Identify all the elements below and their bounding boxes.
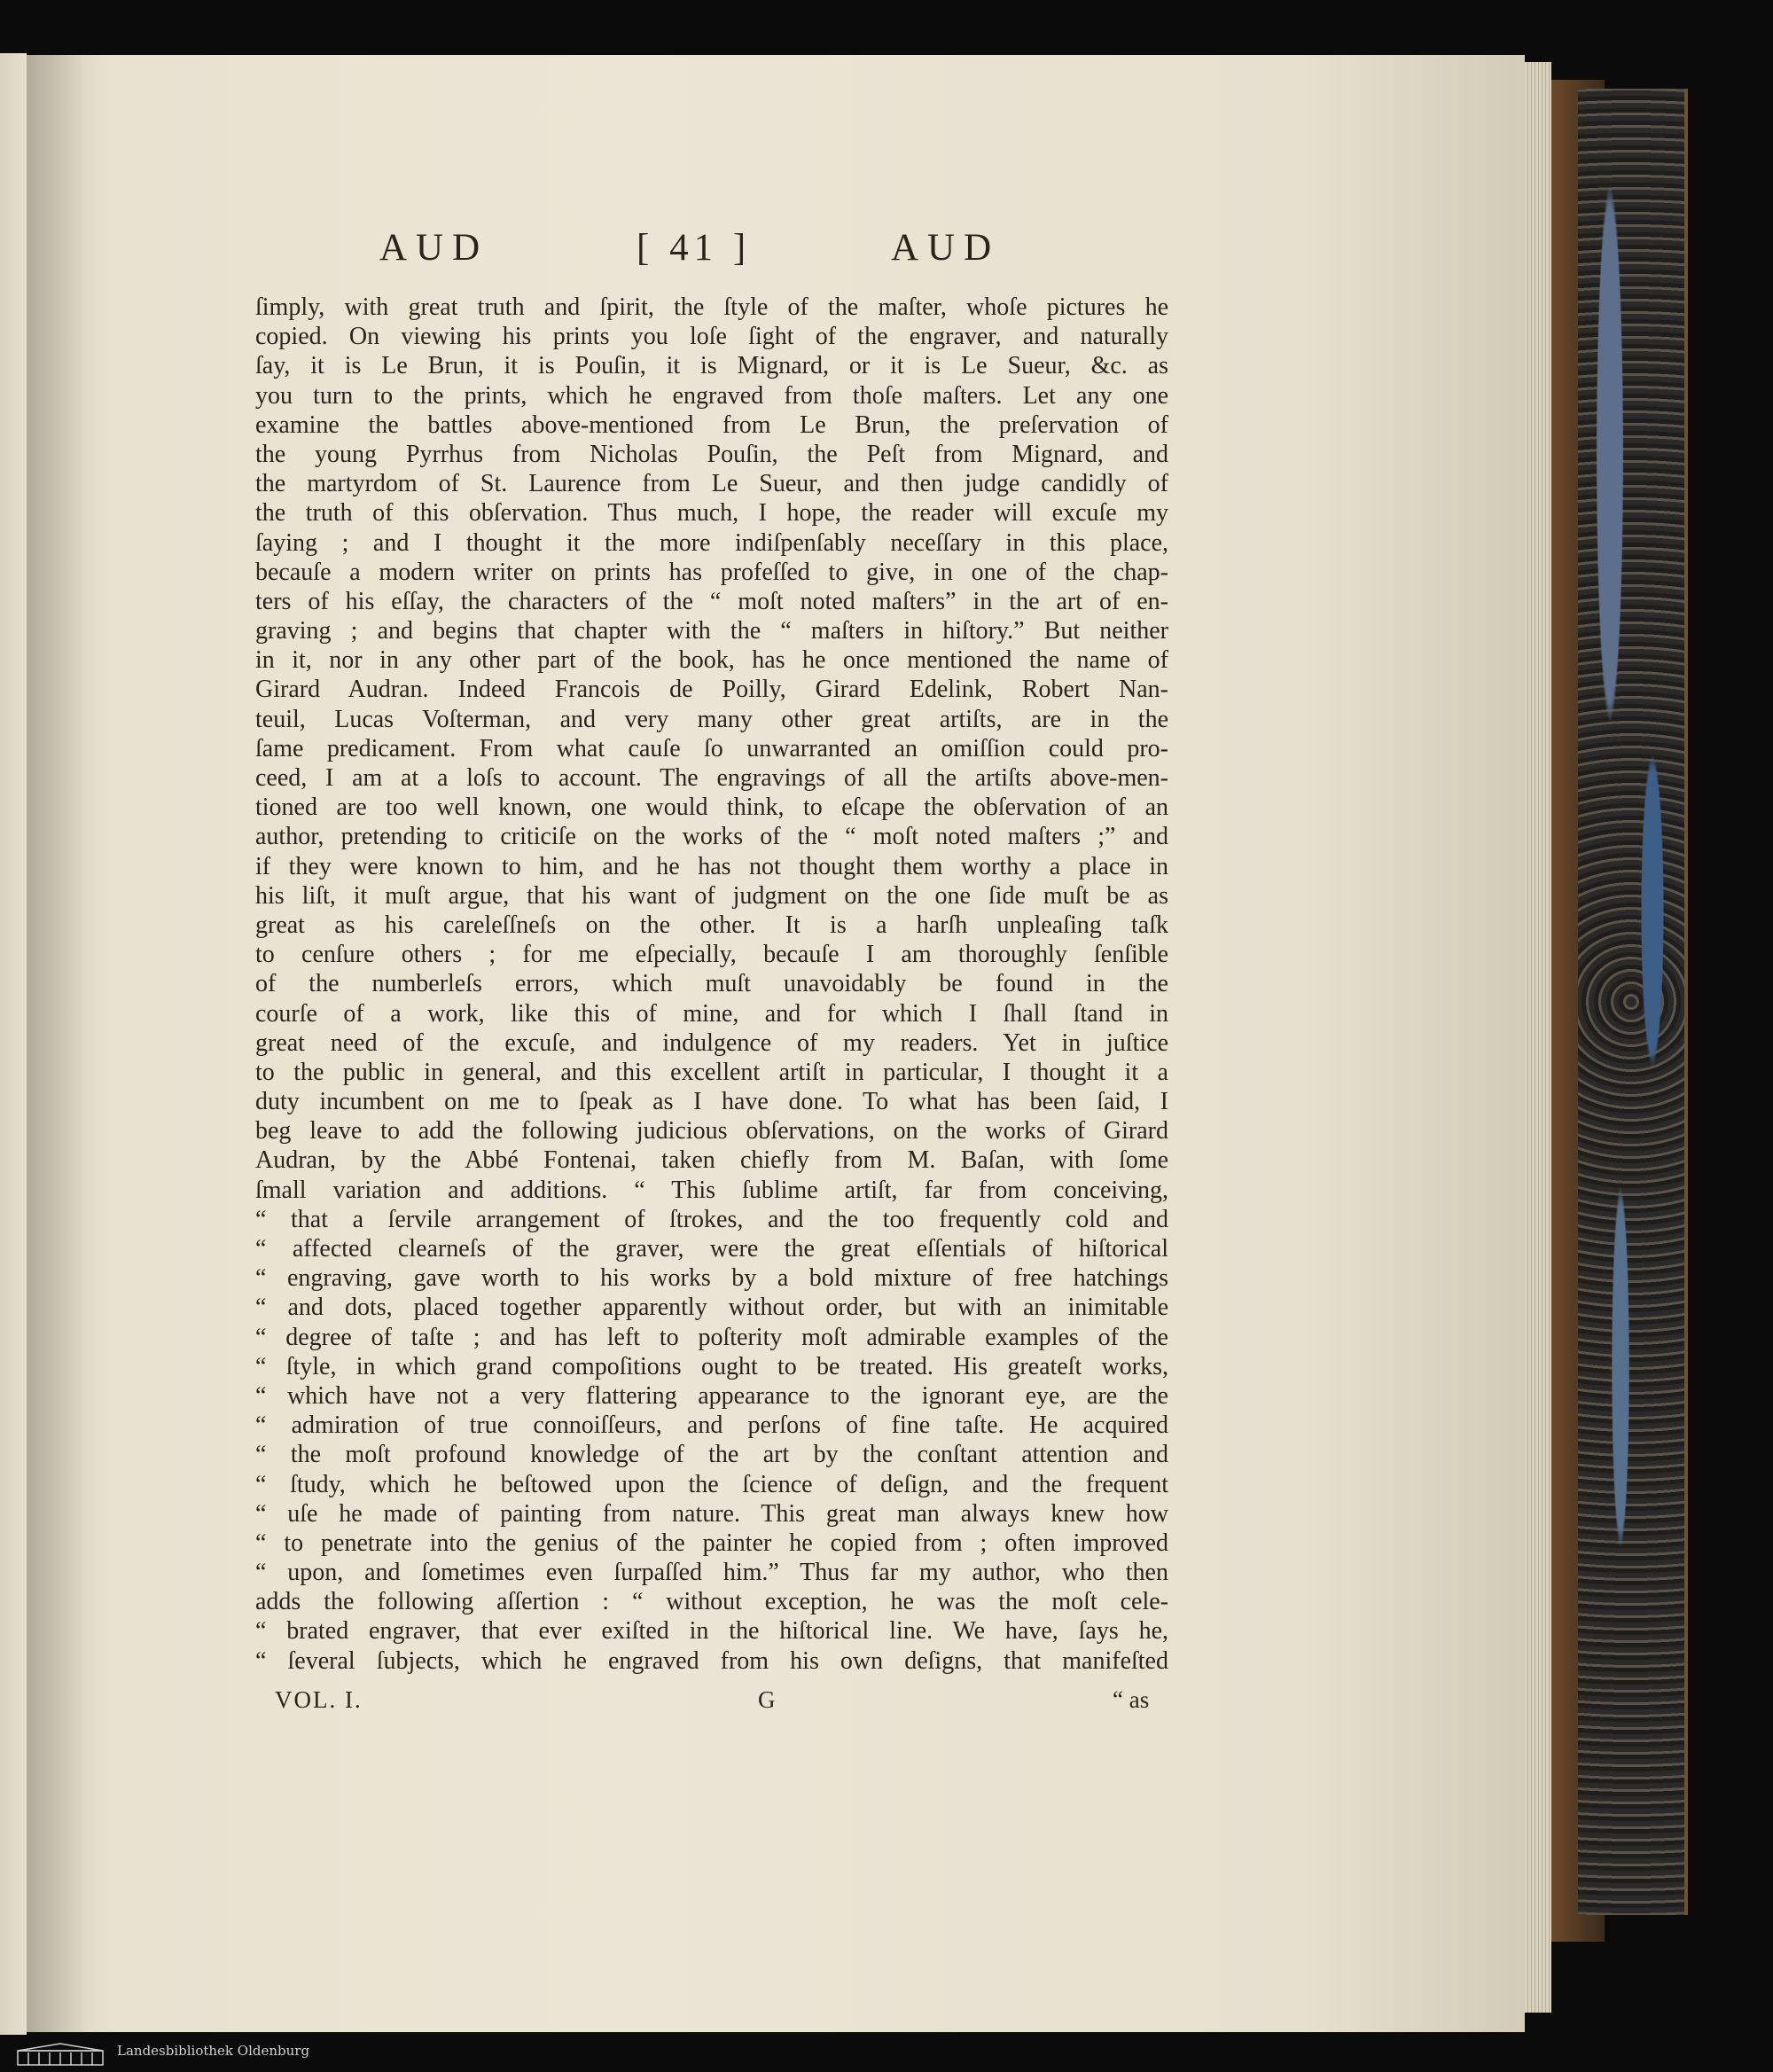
text-line: of the numberleſs errors, which muſt unavoidably be found in the [255, 970, 1168, 998]
gutter-shadow [27, 55, 89, 2032]
text-line: the martyrdom of St. Laurence from Le Sueur, and then judge candidly of [255, 470, 1168, 498]
body-text [255, 293, 1168, 1676]
text-line: “ admiration of true connoiſſeurs, and perſons of fine taſte. He acquired [255, 1411, 1168, 1440]
text-line: great need of the excuſe, and indulgence of my readers. Yet in juſtice [255, 1028, 1168, 1057]
text-line: “ affected clearneſs of the graver, were the great eſſentials of hiſtorical [255, 1235, 1168, 1263]
page-edges [1525, 62, 1551, 2013]
text-line: “ the moſt profound knowledge of the art by the conſtant attention and [255, 1441, 1168, 1469]
text-line: ceed, I am at a loſs to account. The engravings of all the artiſts above-men- [255, 764, 1168, 792]
text-line: “ brated engraver, that ever exiſted in the hiſtorical line. We have, ſays he, [255, 1617, 1168, 1646]
signature-mark: G [758, 1686, 776, 1713]
text-line: “ ſtudy, which he beſtowed upon the ſcience of deſign, and the frequent [255, 1470, 1168, 1498]
text-line: becauſe a modern writer on prints has profeſſed to give, in one of the chap- [255, 558, 1168, 586]
volume-marker: VOL. I. [275, 1686, 363, 1713]
text-line: ters of his eſſay, the characters of the “ moſt noted maſters” in the art of en- [255, 587, 1168, 615]
text-line: ſmall variation and additions. “ This ſublime artiſt, far from conceiving, [255, 1176, 1168, 1204]
text-line: “ upon, and ſometimes even ſurpaſſed him.” Thus far my author, who then [255, 1559, 1168, 1587]
text-line: ſame predicament. From what cauſe ſo unwarranted an omiſſion could pro- [255, 734, 1168, 762]
text-line: tioned are too well known, one would think, to eſcape the obſervation of an [255, 794, 1168, 822]
library-name: Landesbibliothek Oldenburg [117, 2043, 310, 2059]
text-line: “ that a ſervile arrangement of ſtrokes, and the too frequently cold and [255, 1205, 1168, 1233]
text-line: ſay, it is Le Brun, it is Pouſin, it is Mignard, or it is Le Sueur, &c. as [255, 352, 1168, 380]
facing-page-edge [0, 53, 27, 2035]
text-line: “ degree of taſte ; and has left to poſterity moſt admirable examples of the [255, 1323, 1168, 1351]
text-line: ſaying ; and I thought it the more indiſpenſably neceſſary in this place, [255, 528, 1168, 557]
text-line: “ uſe he made of painting from nature. This great man always knew how [255, 1499, 1168, 1528]
text-line: his liſt, it muſt argue, that his want of judgment on the one ſide muſt be as [255, 881, 1168, 910]
text-line: author, pretending to criticiſe on the works of the “ moſt noted maſters ;” and [255, 823, 1168, 851]
text-line: to the public in general, and this excellent artiſt in particular, I thought it a [255, 1058, 1168, 1086]
text-line: examine the battles above-mentioned from Le Brun, the preſervation of [255, 410, 1168, 439]
text-line: “ to penetrate into the genius of the painter he copied from ; often improved [255, 1529, 1168, 1557]
text-line: ſimply, with great truth and ſpirit, the ſtyle of the maſter, whoſe pictures he [255, 293, 1168, 321]
text-line: to cenſure others ; for me eſpecially, becauſe I am thoroughly ſenſible [255, 941, 1168, 969]
text-line: Audran, by the Abbé Fontenai, taken chiefly from M. Baſan, with ſome [255, 1146, 1168, 1175]
text-line: “ and dots, placed together apparently without order, but with an inimitable [255, 1294, 1168, 1322]
text-line: the young Pyrrhus from Nicholas Pouſin, the Peſt from Mignard, and [255, 440, 1168, 468]
text-line: teuil, Lucas Voſterman, and very many other great artiſts, are in the [255, 705, 1168, 733]
text-line: great as his careleſſneſs on the other. It is a harſh unpleaſing taſk [255, 911, 1168, 939]
text-line: duty incumbent on me to ſpeak as I have done. To what has been ſaid, I [255, 1088, 1168, 1116]
text-line: adds the following aſſertion : “ without exception, he was the moſt cele- [255, 1588, 1168, 1616]
text-line: courſe of a work, like this of mine, and for which I ſhall ſtand in [255, 999, 1168, 1028]
page-number: [ 41 ] [637, 227, 752, 269]
text-line: beg leave to add the following judicious obſervations, on the works of Girard [255, 1117, 1168, 1145]
text-line: Girard Audran. Indeed Francois de Poilly, Girard Edelink, Robert Nan- [255, 676, 1168, 704]
library-building-icon [16, 2042, 105, 2067]
text-line: “ ſeveral ſubjects, which he engraved from his own deſigns, that manifeſted [255, 1646, 1168, 1675]
text-line: in it, nor in any other part of the book, has he once mentioned the name of [255, 646, 1168, 675]
text-line: “ which have not a very flattering appearance to the ignorant eye, are the [255, 1381, 1168, 1410]
text-line: copied. On viewing his prints you loſe ſight of the engraver, and naturally [255, 323, 1168, 351]
text-line: graving ; and begins that chapter with the “ maſters in hiſtory.” But neither [255, 617, 1168, 645]
catchword: “ as [1113, 1686, 1150, 1713]
text-line: “ ſtyle, in which grand compoſitions ought to be treated. His greateſt works, [255, 1352, 1168, 1380]
running-head-right: AUD [891, 227, 1001, 269]
text-line: “ engraving, gave worth to his works by a bold mixture of free hatchings [255, 1264, 1168, 1293]
text-line: if they were known to him, and he has not thought them worthy a place in [255, 852, 1168, 880]
marbled-cover [1578, 89, 1688, 1915]
text-line: you turn to the prints, which he engraved from thoſe maſters. Let any one [255, 381, 1168, 410]
text-line: the truth of this obſervation. Thus much, I hope, the reader will excuſe my [255, 499, 1168, 528]
running-head-left: AUD [379, 227, 489, 269]
